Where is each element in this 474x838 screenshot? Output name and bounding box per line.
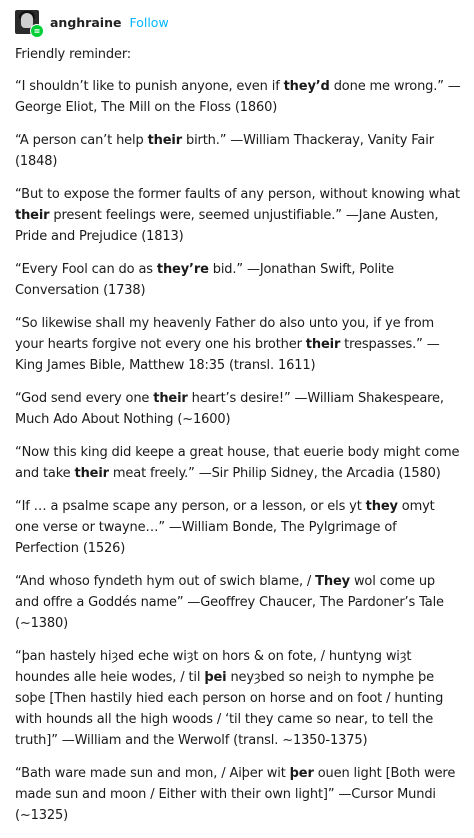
quote-attribution: wol come up and offre a Goddés name” —Geoffrey Chaucer, The Pardoner’s Tale (~1380): [15, 574, 444, 631]
post-header: [15, 9, 169, 35]
quote-attribution: meat freely.” —Sir Philip Sidney, the Arcadia (1580): [108, 466, 441, 481]
quote-paragraph: [15, 571, 462, 634]
highlighted-pronoun: they’re: [156, 262, 209, 277]
avatar[interactable]: [15, 10, 39, 34]
follow-button[interactable]: Follow: [129, 14, 169, 30]
quote-text: “But to expose the former faults of any person, without knowing what: [15, 187, 460, 202]
quote-text: “þan hastely hiȝed eche wiȝt on hors & on fote, / huntyng wiȝt houndes alle heie wodes, / til: [15, 649, 412, 685]
quote-paragraph: [15, 496, 462, 559]
quote-text: “Bath ware made sun and mon, / Aiþer wit: [15, 766, 290, 781]
quote-paragraph: [15, 763, 462, 826]
intro-text: Friendly reminder:: [15, 47, 132, 62]
online-badge-icon: [30, 24, 44, 38]
quote-text: “If … a psalme scape any person, or a lesson, or els yt: [15, 499, 366, 514]
quote-paragraph: [15, 76, 462, 118]
quote-paragraph: [15, 313, 462, 376]
quote-attribution: bid.” —Jonathan Swift, Polite Conversation (1738): [15, 262, 395, 298]
quote-text: “Every Fool can do as: [15, 262, 157, 277]
quote-attribution: neyȝbed so neiȝh to nymphe þe soþe [Then hastily hied each person on horse and on foot / hunting with hounds all the high woods / ‘til they came so near, to tell the truth]” —William and the Werwolf (transl. ~1350-1375): [15, 670, 444, 748]
quote-text: “I shouldn’t like to punish anyone, even if: [15, 79, 284, 94]
highlighted-pronoun: They: [315, 574, 350, 589]
quote-attribution: heart’s desire!” —William Shakespeare, Much Ado About Nothing (~1600): [15, 391, 444, 427]
post-body: [15, 44, 462, 838]
highlighted-pronoun: þei: [204, 670, 227, 685]
quote-attribution: done me wrong.” —George Eliot, The Mill on the Floss (1860): [15, 79, 461, 115]
quote-text: “A person can’t help: [15, 133, 148, 148]
highlighted-pronoun: they: [365, 499, 398, 514]
quote-text: “So likewise shall my heavenly Father do also unto you, if ye from your hearts forgive not every one his brother: [15, 316, 435, 352]
quote-paragraph: [15, 388, 462, 430]
quote-attribution: trespasses.” —King James Bible, Matthew 18:35 (transl. 1611): [15, 337, 440, 373]
quote-text: “And whoso fyndeth hym out of swich blame, /: [15, 574, 316, 589]
highlighted-pronoun: their: [153, 391, 188, 406]
quote-text: “God send every one: [15, 391, 154, 406]
quote-attribution: birth.” —William Thackeray, Vanity Fair (1848): [15, 133, 434, 169]
highlighted-pronoun: their: [305, 337, 341, 352]
highlighted-pronoun: they’d: [283, 79, 330, 94]
quote-paragraph: [15, 184, 462, 247]
quote-attribution: present feelings were, seemed unjustifiable.” —Jane Austen, Pride and Prejudice (1813): [15, 208, 439, 244]
quote-paragraph: [15, 442, 462, 484]
highlighted-pronoun: their: [74, 466, 109, 481]
highlighted-pronoun: their: [15, 208, 50, 223]
quote-attribution: omyt one verse or twayne…” —William Bonde, The Pylgrimage of Perfection (1526): [15, 499, 435, 556]
highlighted-pronoun: þer: [289, 766, 314, 781]
highlighted-pronoun: their: [147, 133, 182, 148]
username-link[interactable]: anghraine: [50, 14, 122, 30]
quote-paragraph: [15, 259, 462, 301]
quote-attribution: ouen light [Both were made sun and moon / Either with their own light]” —Cursor Mundi (~1325): [15, 766, 456, 823]
quote-text: “Now this king did keepe a great house, that euerie body might come and take: [15, 445, 460, 481]
quote-list: [15, 76, 462, 826]
quote-paragraph: [15, 130, 462, 172]
quote-paragraph: [15, 646, 462, 751]
